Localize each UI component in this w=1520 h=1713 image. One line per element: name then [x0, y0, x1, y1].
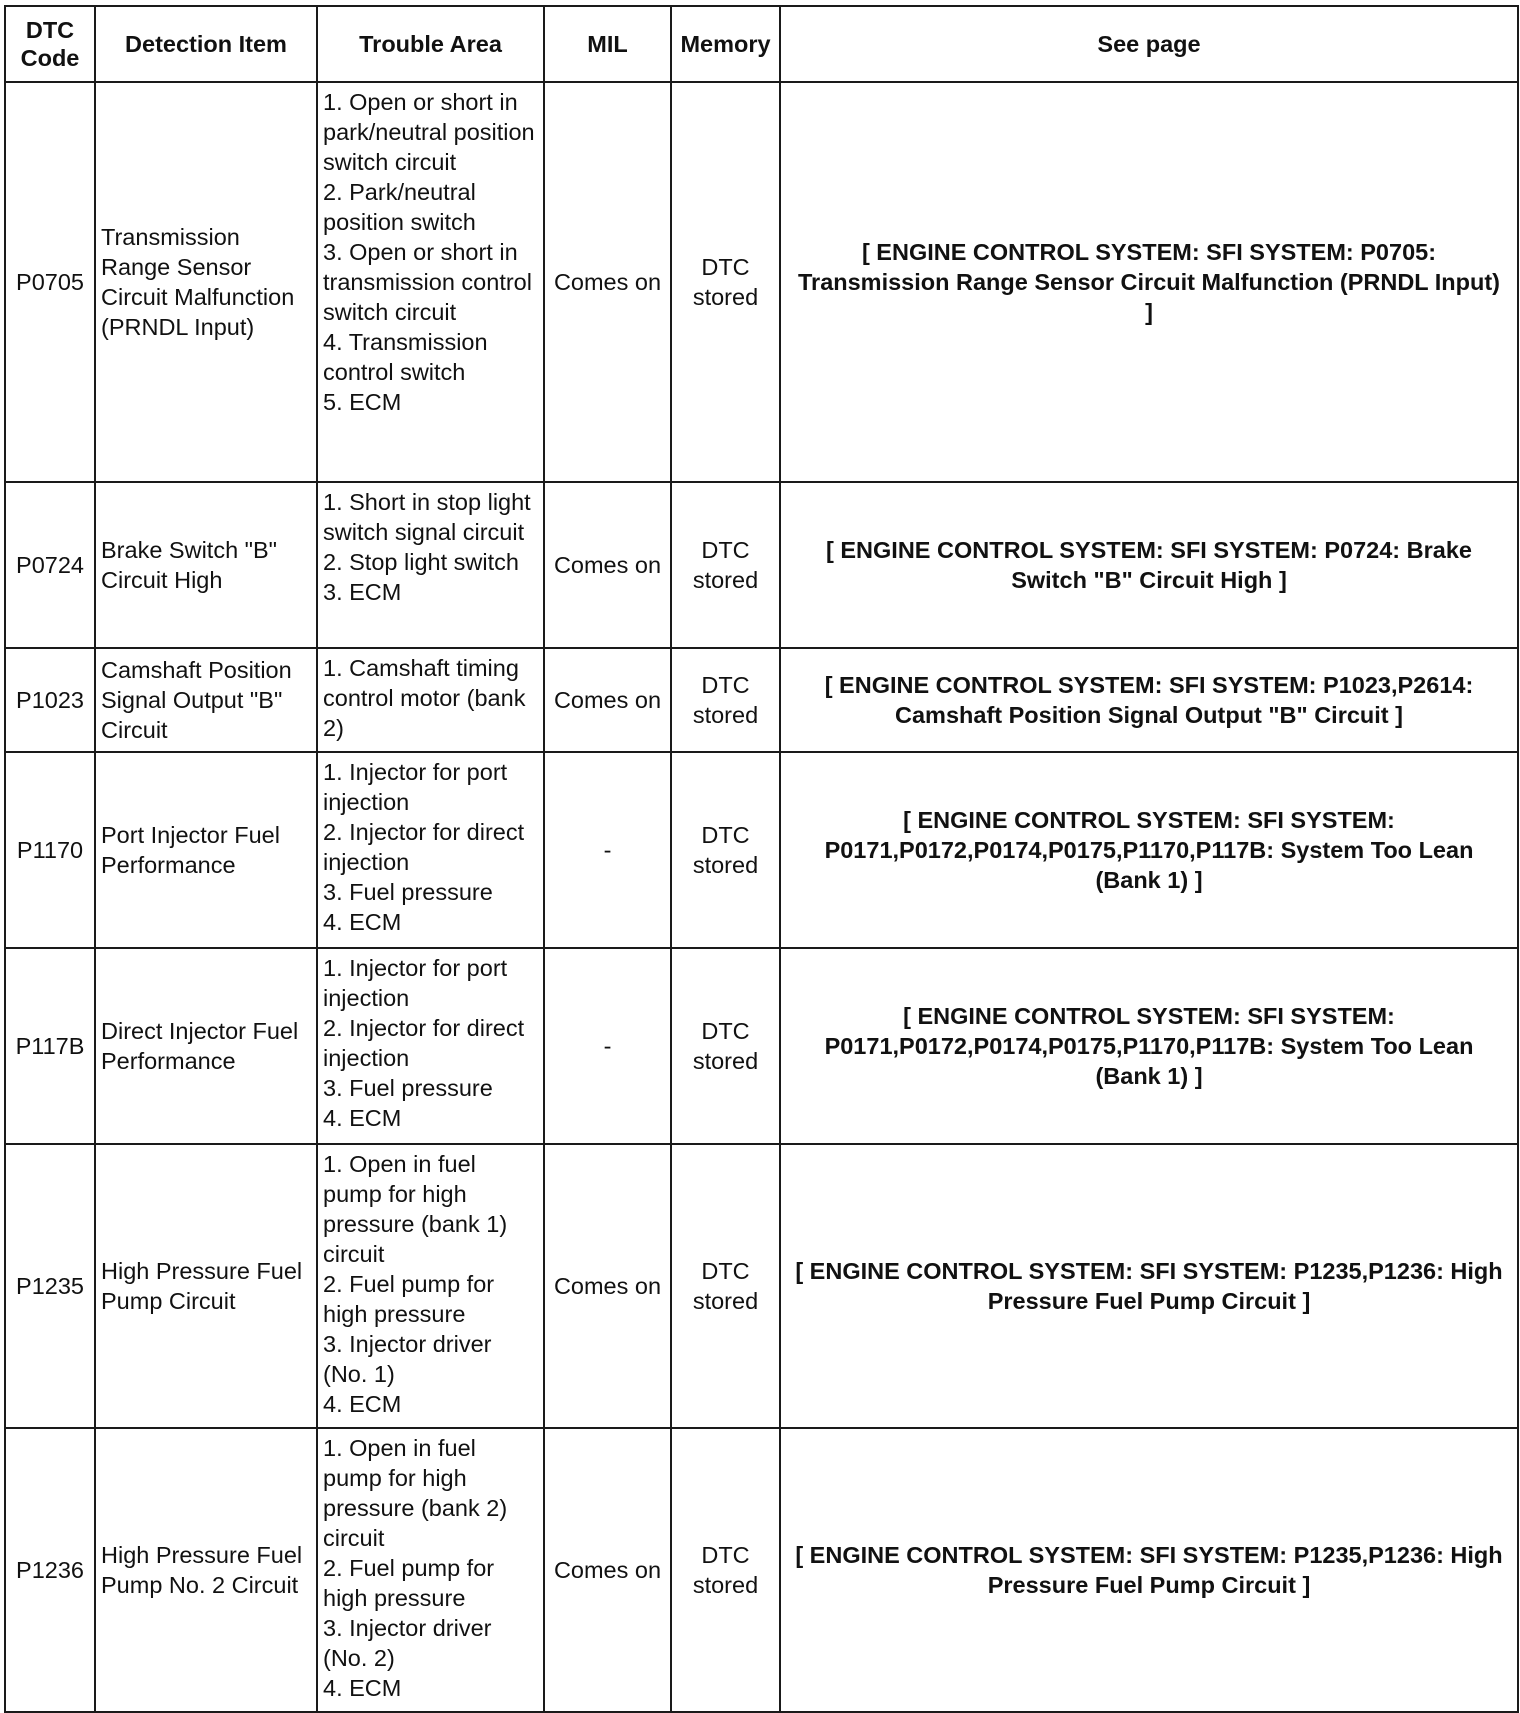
mil-cell: Comes on: [544, 1428, 671, 1712]
dtc-code-cell: P117B: [5, 948, 95, 1144]
trouble-area-line: 3. Open or short in transmission control switch circuit: [323, 239, 532, 325]
detection-item-cell: High Pressure Fuel Pump Circuit: [95, 1144, 317, 1428]
trouble-area-line: 2. Injector for direct injection: [323, 819, 525, 875]
table-row: [5, 482, 1518, 648]
detection-item-cell: Camshaft Position Signal Output "B" Circuit: [95, 648, 317, 752]
memory-cell: DTC stored: [671, 1428, 780, 1712]
detection-item-cell: High Pressure Fuel Pump No. 2 Circuit: [95, 1428, 317, 1712]
trouble-area-line: 3. Fuel pressure: [323, 1075, 493, 1101]
table-header-row: [5, 6, 1518, 82]
dtc-code-cell: P1235: [5, 1144, 95, 1428]
table-row: [5, 948, 1518, 1144]
memory-cell: DTC stored: [671, 648, 780, 752]
trouble-area-line: 1. Short in stop light switch signal circuit: [323, 489, 531, 545]
see-page-link[interactable]: [ ENGINE CONTROL SYSTEM: SFI SYSTEM: P0724: Brake Switch "B" Circuit High ]: [780, 482, 1518, 648]
see-page-link[interactable]: [ ENGINE CONTROL SYSTEM: SFI SYSTEM: P0171,P0172,P0174,P0175,P1170,P117B: System Too Lean (Bank 1) ]: [780, 752, 1518, 948]
see-page-link[interactable]: [ ENGINE CONTROL SYSTEM: SFI SYSTEM: P0705: Transmission Range Sensor Circuit Malfunction (PRNDL Input) ]: [780, 82, 1518, 482]
header-detection-item: Detection Item: [95, 6, 317, 82]
memory-cell: DTC stored: [671, 82, 780, 482]
table-row: [5, 648, 1518, 752]
table-row: [5, 1144, 1518, 1428]
trouble-area-line: 1. Injector for port injection: [323, 955, 508, 1011]
detection-item-cell: Port Injector Fuel Performance: [95, 752, 317, 948]
dtc-code-cell: P0705: [5, 82, 95, 482]
trouble-area-cell: [317, 482, 544, 648]
dtc-code-cell: P0724: [5, 482, 95, 648]
trouble-area-line: 1. Injector for port injection: [323, 759, 508, 815]
detection-item-cell: Brake Switch "B" Circuit High: [95, 482, 317, 648]
trouble-area-line: 2. Park/neutral position switch: [323, 179, 476, 235]
see-page-link[interactable]: [ ENGINE CONTROL SYSTEM: SFI SYSTEM: P1235,P1236: High Pressure Fuel Pump Circuit ]: [780, 1428, 1518, 1712]
table-row: [5, 82, 1518, 482]
table-row: [5, 752, 1518, 948]
trouble-area-line: 1. Camshaft timing control motor (bank 2): [323, 655, 526, 741]
header-dtc-code: DTC Code: [5, 6, 95, 82]
dtc-code-cell: P1236: [5, 1428, 95, 1712]
detection-item-cell: Transmission Range Sensor Circuit Malfunction (PRNDL Input): [95, 82, 317, 482]
memory-cell: DTC stored: [671, 1144, 780, 1428]
trouble-area-line: 5. ECM: [323, 389, 402, 415]
mil-cell: Comes on: [544, 648, 671, 752]
mil-cell: -: [544, 948, 671, 1144]
trouble-area-line: 3. ECM: [323, 579, 402, 605]
trouble-area-line: 2. Injector for direct injection: [323, 1015, 525, 1071]
mil-cell: -: [544, 752, 671, 948]
trouble-area-line: 3. Injector driver (No. 1): [323, 1331, 492, 1387]
trouble-area-line: 4. ECM: [323, 1675, 402, 1701]
see-page-link[interactable]: [ ENGINE CONTROL SYSTEM: SFI SYSTEM: P1023,P2614: Camshaft Position Signal Output "B" Circuit ]: [780, 648, 1518, 752]
trouble-area-cell: [317, 948, 544, 1144]
trouble-area-line: 3. Injector driver (No. 2): [323, 1615, 492, 1671]
table-row: [5, 1428, 1518, 1712]
trouble-area-cell: [317, 1428, 544, 1712]
dtc-code-cell: P1170: [5, 752, 95, 948]
trouble-area-cell: [317, 82, 544, 482]
header-see-page: See page: [780, 6, 1518, 82]
header-mil: MIL: [544, 6, 671, 82]
trouble-area-line: 3. Fuel pressure: [323, 879, 493, 905]
detection-item-cell: Direct Injector Fuel Performance: [95, 948, 317, 1144]
memory-cell: DTC stored: [671, 482, 780, 648]
mil-cell: Comes on: [544, 482, 671, 648]
dtc-table: [4, 5, 1519, 1713]
header-memory: Memory: [671, 6, 780, 82]
memory-cell: DTC stored: [671, 948, 780, 1144]
trouble-area-line: 4. ECM: [323, 1391, 402, 1417]
trouble-area-line: 2. Fuel pump for high pressure: [323, 1555, 495, 1611]
dtc-code-cell: P1023: [5, 648, 95, 752]
memory-cell: DTC stored: [671, 752, 780, 948]
header-trouble-area: Trouble Area: [317, 6, 544, 82]
trouble-area-line: 1. Open or short in park/neutral position switch circuit: [323, 89, 535, 175]
mil-cell: Comes on: [544, 82, 671, 482]
dtc-table-container: [4, 5, 1519, 1713]
see-page-link[interactable]: [ ENGINE CONTROL SYSTEM: SFI SYSTEM: P1235,P1236: High Pressure Fuel Pump Circuit ]: [780, 1144, 1518, 1428]
trouble-area-cell: [317, 752, 544, 948]
trouble-area-line: 2. Stop light switch: [323, 549, 519, 575]
trouble-area-line: 4. ECM: [323, 909, 402, 935]
mil-cell: Comes on: [544, 1144, 671, 1428]
trouble-area-cell: [317, 1144, 544, 1428]
trouble-area-line: 4. Transmission control switch: [323, 329, 488, 385]
trouble-area-line: 1. Open in fuel pump for high pressure (bank 2) circuit: [323, 1435, 508, 1551]
trouble-area-line: 4. ECM: [323, 1105, 402, 1131]
trouble-area-line: 2. Fuel pump for high pressure: [323, 1271, 495, 1327]
trouble-area-cell: [317, 648, 544, 752]
trouble-area-line: 1. Open in fuel pump for high pressure (bank 1) circuit: [323, 1151, 508, 1267]
see-page-link[interactable]: [ ENGINE CONTROL SYSTEM: SFI SYSTEM: P0171,P0172,P0174,P0175,P1170,P117B: System Too Lean (Bank 1) ]: [780, 948, 1518, 1144]
